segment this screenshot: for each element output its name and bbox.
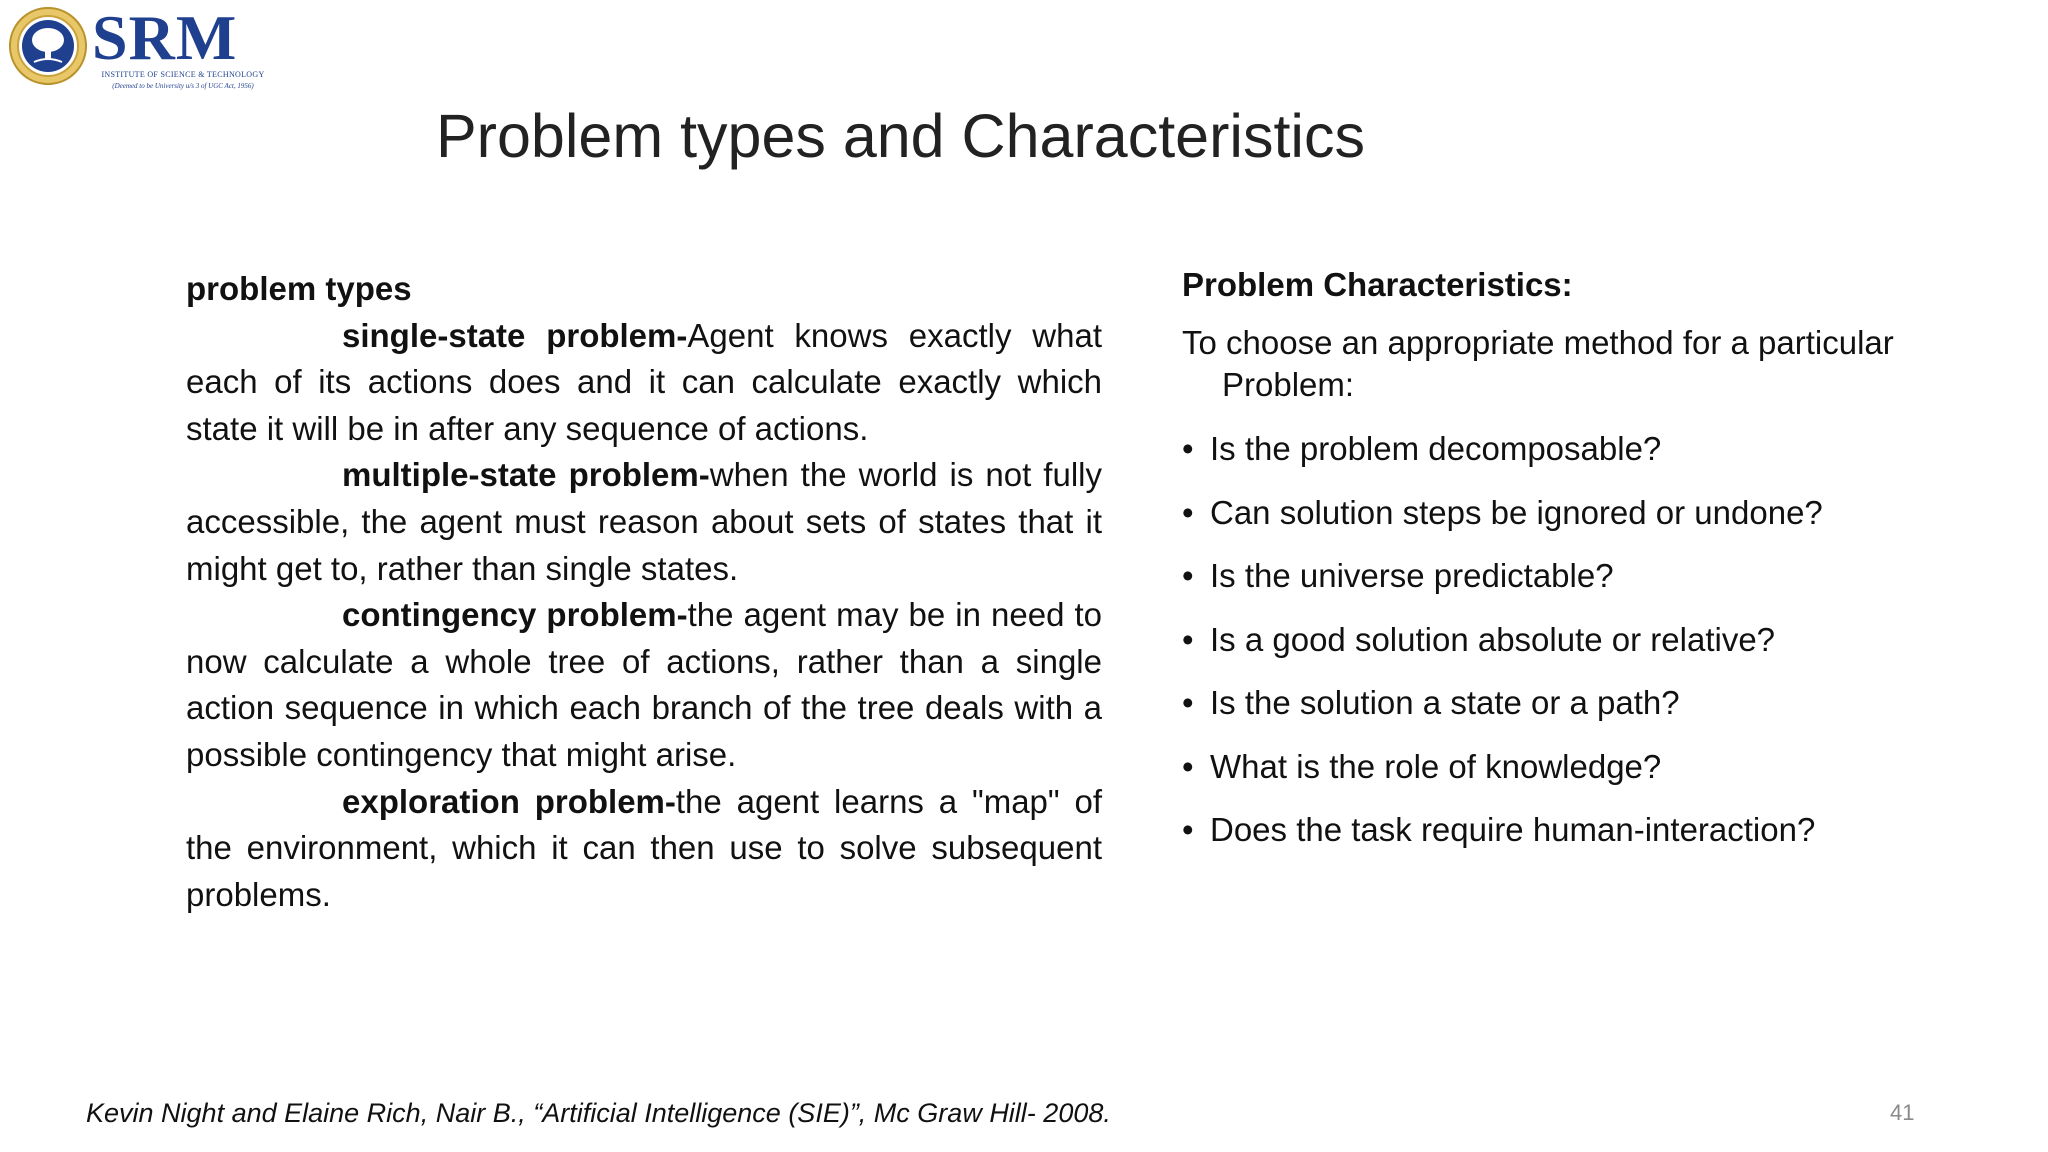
problem-types-section (186, 266, 1102, 918)
characteristic-text: What is the role of knowledge? (1210, 747, 1662, 785)
bullet-icon: • (1182, 430, 1194, 467)
bullet-icon: • (1182, 684, 1194, 721)
characteristic-item (1182, 746, 1942, 788)
characteristics-heading: Problem Characteristics: (1182, 266, 1573, 303)
problem-types-heading: problem types (186, 270, 412, 307)
problem-type-text: when the world is not fully accessible, the agent must reason about sets of states that it might get to, rather than single states. (186, 456, 1102, 587)
problem-type-term: contingency problem- (342, 596, 688, 634)
problem-type-item (186, 313, 1102, 453)
problem-type-item (186, 592, 1102, 778)
problem-type-text: the agent learns a "map" of the environment, which it can then use to solve subsequent problems. (186, 782, 1102, 913)
characteristic-item (1182, 809, 1942, 851)
citation-footer: Kevin Night and Elaine Rich, Nair B., “Artificial Intelligence (SIE)”, Mc Graw Hill- 2008. (86, 1098, 1111, 1128)
characteristic-text: Is the universe predictable? (1210, 557, 1614, 594)
characteristic-item (1182, 428, 1942, 470)
logo-wordmark: SRM (92, 2, 238, 73)
slide-title: Problem types and Characteristics (436, 102, 1365, 170)
bullet-icon: • (1182, 620, 1194, 658)
srm-logo (8, 2, 270, 98)
problem-type-item (186, 779, 1102, 919)
characteristic-text: Is the solution a state or a path? (1210, 684, 1680, 721)
characteristics-intro: To choose an appropriate method for a particular Problem: (1182, 324, 1894, 403)
problem-type-term: exploration problem- (342, 782, 676, 820)
page-number: 41 (1890, 1100, 1915, 1125)
characteristic-text: Is a good solution absolute or relative? (1210, 620, 1776, 658)
problem-type-item (186, 452, 1102, 592)
characteristic-text: Does the task require human-interaction? (1210, 811, 1816, 848)
problem-type-text: the agent may be in need to now calculate a whole tree of actions, rather than a single action sequence in which each branch of the tree deals with a possible contingency that might arise. (186, 596, 1102, 773)
characteristics-section (1182, 262, 1942, 873)
characteristic-item (1182, 555, 1942, 597)
logo-subtitle: INSTITUTE OF SCIENCE & TECHNOLOGY (101, 70, 265, 79)
problem-type-term: single-state problem- (342, 316, 688, 354)
problem-type-term: multiple-state problem- (342, 456, 710, 494)
bullet-icon: • (1182, 493, 1194, 531)
bullet-icon: • (1182, 811, 1194, 848)
characteristic-item (1182, 619, 1942, 661)
problem-type-text: Agent knows exactly what each of its actions does and it can calculate exactly which state it will be in after any sequence of actions. (186, 316, 1102, 447)
characteristic-item (1182, 492, 1942, 534)
seal-icon (8, 6, 88, 86)
logo-tagline: (Deemed to be University u/s 3 of UGC Act, 1956) (112, 82, 254, 90)
bullet-icon: • (1182, 747, 1194, 785)
bullet-icon: • (1182, 557, 1194, 594)
characteristic-item (1182, 682, 1942, 724)
characteristic-text: Can solution steps be ignored or undone? (1210, 493, 1823, 531)
characteristic-text: Is the problem decomposable? (1210, 430, 1662, 467)
